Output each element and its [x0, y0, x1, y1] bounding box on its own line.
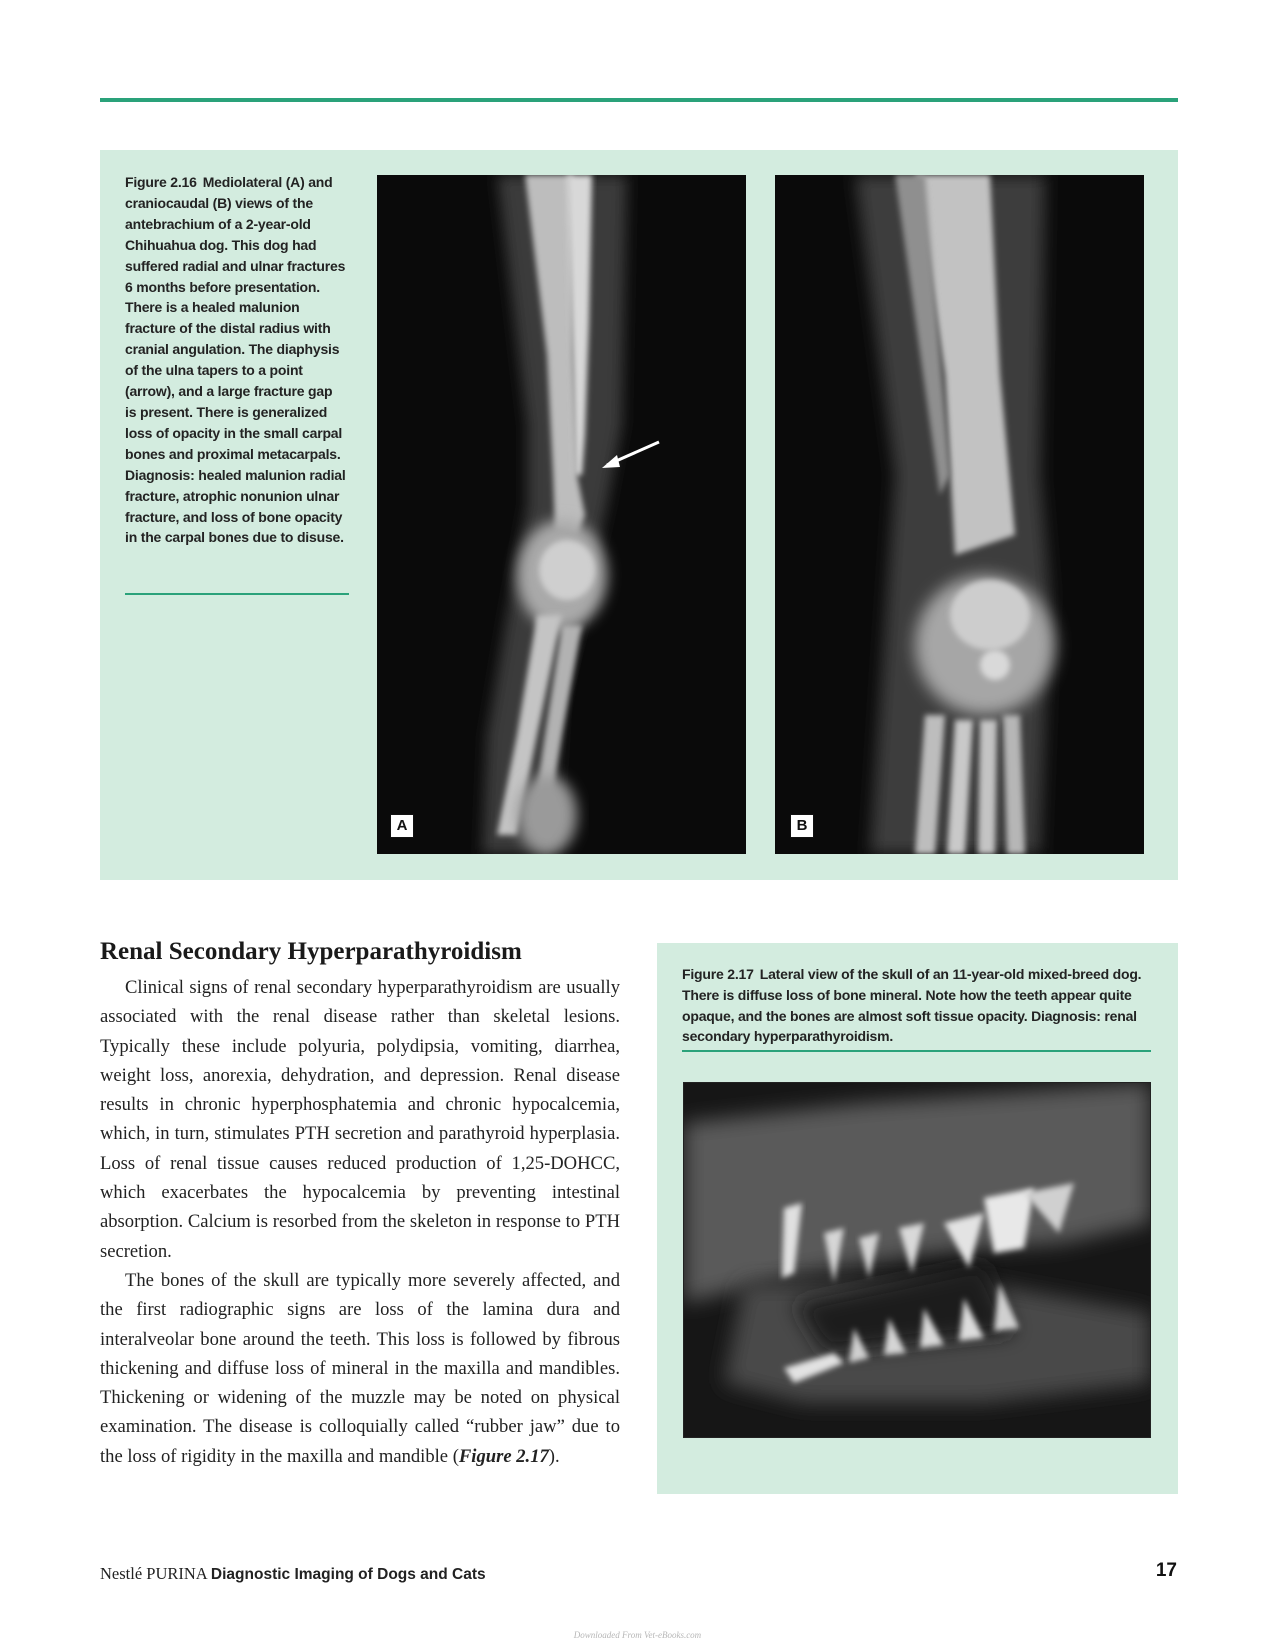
figure-2-17-label: Figure 2.17: [682, 966, 754, 982]
figure-2-17-caption-text: Lateral view of the skull of an 11-year-old mixed-breed dog. There is diffuse loss of bone mineral. Note how the teeth appear quite opaque, and the bones are almost soft tissue opacity. Diagnosis: renal secondary hyperparathyroidism.: [682, 966, 1142, 1045]
figure-2-17-reference[interactable]: Figure 2.17: [458, 1445, 549, 1467]
panel-label-b: B: [790, 814, 814, 838]
page-footer: [100, 1564, 486, 1584]
radiograph-a-mediolateral: [377, 175, 746, 854]
figure-2-16-label: Figure 2.16: [125, 174, 197, 190]
download-watermark: Downloaded From Vet-eBooks.com: [573, 1630, 702, 1640]
section-body: [100, 973, 620, 1471]
figure-2-16-caption: [125, 172, 347, 548]
figure-2-17-caption: [682, 964, 1152, 1047]
footer-publisher: Nestlé PURINA: [100, 1564, 207, 1583]
paragraph-2-end: ).: [548, 1445, 560, 1467]
page-number: 17: [1155, 1560, 1177, 1581]
figure-2-16-caption-text: Mediolateral (A) and craniocaudal (B) views of the antebrachium of a 2-year-old Chihuahua dog. This dog had suffered radial and ulnar fractures 6 months before presentation. There is a healed malunion fracture of the distal radius with cranial angulation. The diaphysis of the ulna tapers to a point (arrow), and a large fracture gap is present. There is generalized loss of opacity in the small carpal bones and proximal metacarpals. Diagnosis: healed malunion radial fracture, atrophic nonunion ulnar fracture, and loss of bone opacity in the carpal bones due to disuse.: [125, 174, 346, 546]
figure-2-16-caption-rule: [125, 593, 349, 595]
paragraph-2: [100, 1266, 620, 1471]
figure-2-17-caption-rule: [682, 1050, 1151, 1052]
paragraph-2-text: The bones of the skull are typically more severely affected, and the first radiographic signs are loss of the lamina dura and interalveolar bone around the teeth. This loss is followed by fibrous thickening and diffuse loss of mineral in the maxilla and mandibles. Thickening or widening of the muzzle may be noted on physical examination. The disease is colloquially called “rubber jaw” due to the loss of rigidity in the maxilla and mandible (: [100, 1269, 620, 1467]
paragraph-1: Clinical signs of renal secondary hyperparathyroidism are usually associated with the renal disease rather than skeletal lesions. Typically these include polyuria, polydipsia, vomiting, diarrhea, weight loss, anorexia, dehydration, and depression. Renal disease results in chronic hyperphosphatemia and chronic hypocalcemia, which, in turn, stimulates PTH secretion and parathyroid hyperplasia. Loss of renal tissue causes reduced production of 1,25-DOHCC, which exacerbates the hypocalcemia by preventing intestinal absorption. Calcium is resorbed from the skeleton in response to PTH secretion.: [100, 977, 620, 1262]
panel-label-a: A: [390, 814, 414, 838]
footer-book-title: Diagnostic Imaging of Dogs and Cats: [210, 1566, 486, 1583]
radiograph-b-craniocaudal: [775, 175, 1144, 854]
section-heading: Renal Secondary Hyperparathyroidism: [100, 938, 522, 965]
header-rule: [100, 98, 1178, 102]
radiograph-skull-lateral: [683, 1082, 1151, 1438]
